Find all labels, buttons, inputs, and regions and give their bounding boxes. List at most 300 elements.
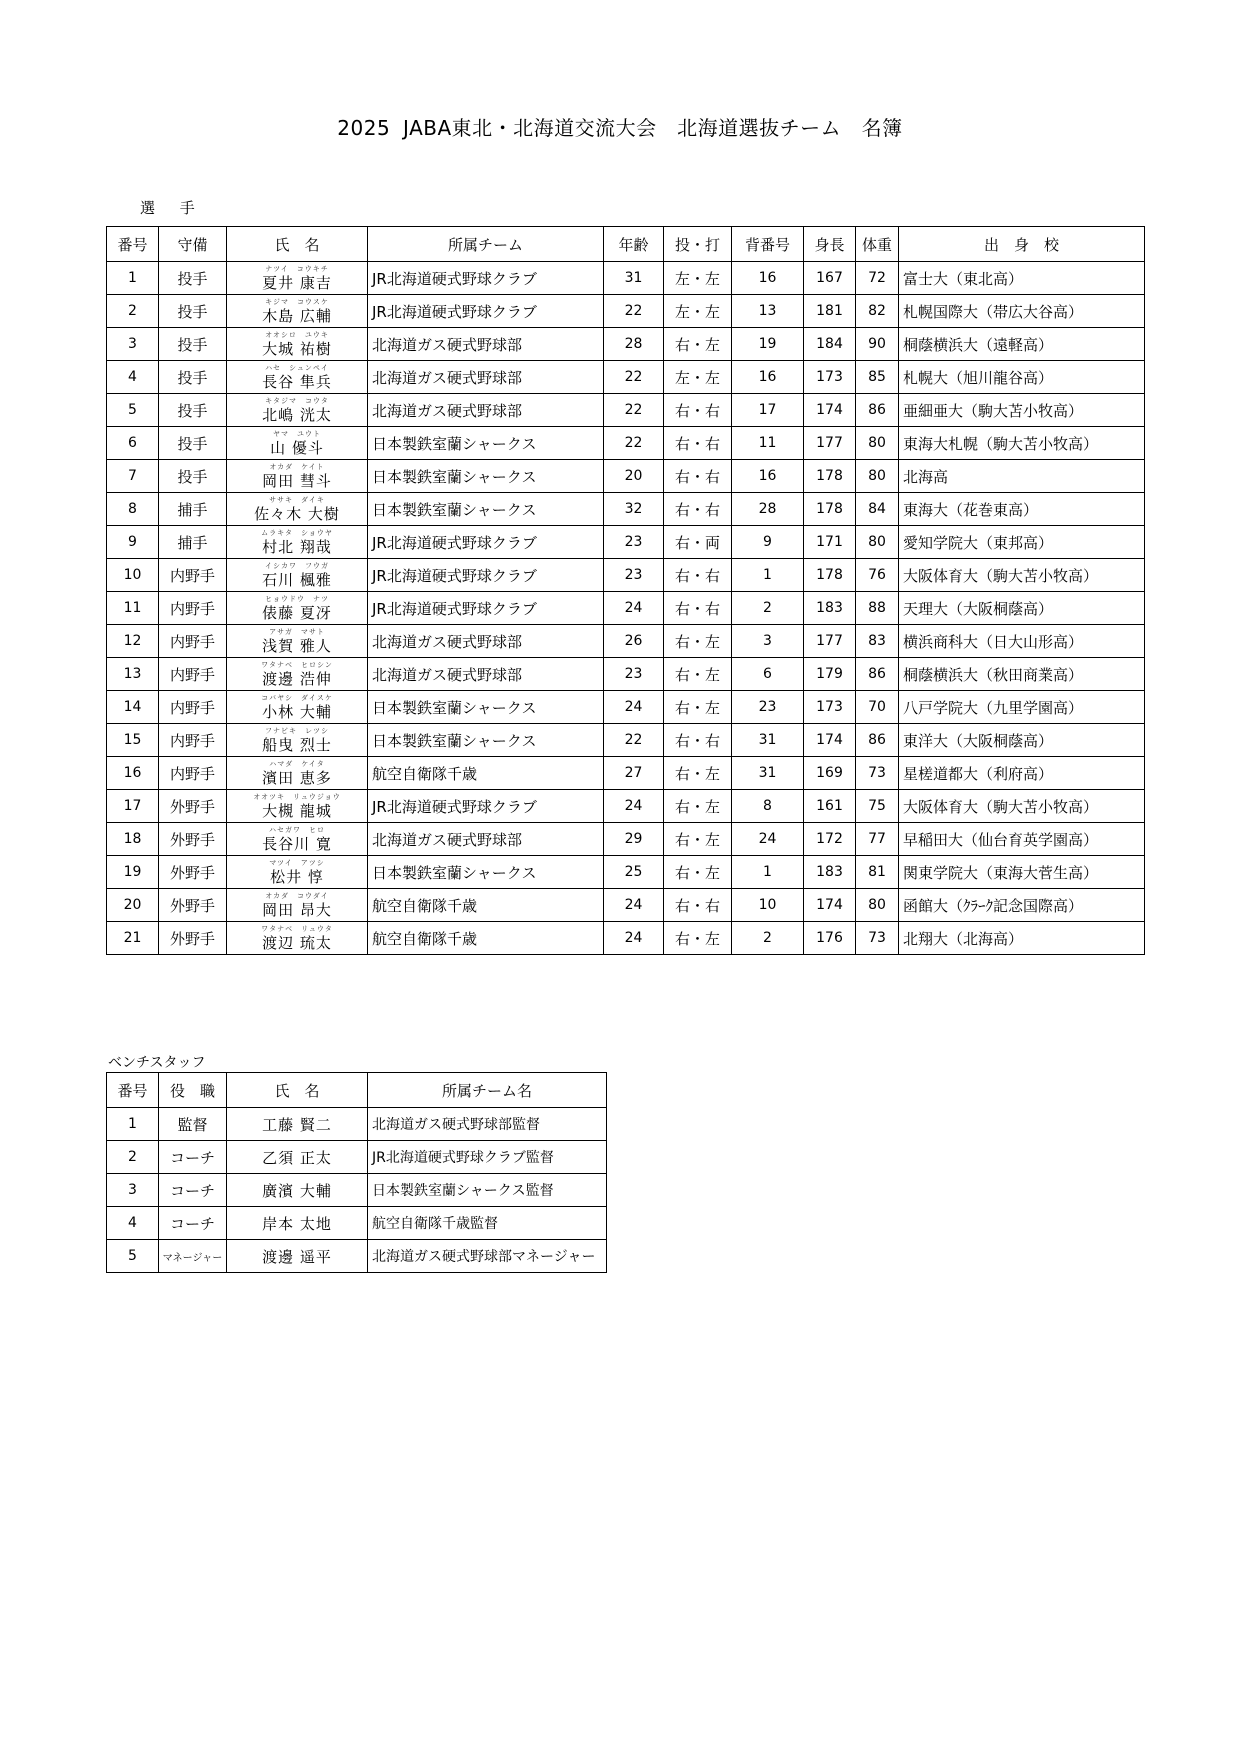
player-team: 日本製鉄室蘭シャークス [368, 460, 604, 493]
table-row [107, 1207, 607, 1240]
player-throw-bat: 右・左 [664, 922, 732, 955]
player-number: 1 [107, 262, 159, 295]
table-row [107, 559, 1145, 592]
player-name-wrap [269, 859, 324, 885]
player-age: 23 [604, 658, 664, 691]
player-name-wrap [262, 463, 332, 489]
table-row [107, 460, 1145, 493]
player-height: 172 [804, 823, 856, 856]
player-name-kana: イシカワ フウガ [265, 561, 329, 570]
player-number: 12 [107, 625, 159, 658]
player-name-wrap [253, 793, 340, 819]
players-table [106, 226, 1145, 955]
player-name-wrap [262, 892, 332, 918]
player-school: 天理大（大阪桐蔭高） [899, 592, 1145, 625]
header-cell: 番号 [107, 1073, 159, 1108]
player-age: 24 [604, 889, 664, 922]
player-name-wrap [262, 760, 332, 786]
player-position: 内野手 [159, 691, 227, 724]
player-name-kana: ヤマ ユウト [273, 429, 321, 438]
player-weight: 76 [856, 559, 899, 592]
table-row [107, 625, 1145, 658]
table-row [107, 724, 1145, 757]
player-weight: 83 [856, 625, 899, 658]
player-team: JR北海道硬式野球クラブ [368, 295, 604, 328]
staff-team: 日本製鉄室蘭シャークス監督 [368, 1174, 607, 1207]
player-name: 山 優斗 [270, 438, 324, 457]
player-name-wrap [262, 595, 332, 621]
player-name-wrap [261, 925, 333, 951]
player-weight: 84 [856, 493, 899, 526]
player-team: 航空自衛隊千歳 [368, 889, 604, 922]
player-position: 投手 [159, 328, 227, 361]
player-throw-bat: 右・左 [664, 658, 732, 691]
player-height: 174 [804, 394, 856, 427]
player-name-cell [227, 658, 368, 691]
player-school: 東洋大（大阪桐蔭高） [899, 724, 1145, 757]
player-throw-bat: 右・右 [664, 394, 732, 427]
staff-number: 3 [107, 1174, 159, 1207]
player-name-cell [227, 922, 368, 955]
table-row [107, 1240, 607, 1273]
player-position: 内野手 [159, 757, 227, 790]
player-age: 24 [604, 592, 664, 625]
player-throw-bat: 右・右 [664, 559, 732, 592]
player-name-kana: オカダ コウダイ [265, 891, 329, 900]
player-height: 183 [804, 592, 856, 625]
staff-role: マネージャー [159, 1240, 227, 1273]
staff-header-row [107, 1073, 607, 1108]
player-age: 29 [604, 823, 664, 856]
player-position: 投手 [159, 427, 227, 460]
player-age: 25 [604, 856, 664, 889]
player-name-cell [227, 823, 368, 856]
player-name-kana: オオツキ リュウジョウ [253, 792, 341, 801]
player-age: 24 [604, 790, 664, 823]
player-throw-bat: 右・左 [664, 691, 732, 724]
player-uniform-number: 19 [732, 328, 804, 361]
player-name: 松井 惇 [270, 867, 324, 886]
player-name: 船曳 烈士 [262, 735, 332, 754]
staff-name: 岸本 太地 [227, 1207, 368, 1240]
player-number: 10 [107, 559, 159, 592]
player-school: 桐蔭横浜大（秋田商業高） [899, 658, 1145, 691]
player-name-kana: フナビキ レツシ [265, 726, 329, 735]
player-team: 日本製鉄室蘭シャークス [368, 724, 604, 757]
player-position: 外野手 [159, 889, 227, 922]
player-name: 渡邊 浩伸 [262, 669, 332, 688]
staff-name: 廣濱 大輔 [227, 1174, 368, 1207]
player-name-kana: ハセ シュンペイ [265, 363, 329, 372]
player-name-cell [227, 460, 368, 493]
staff-name: 工藤 賢二 [227, 1108, 368, 1141]
player-school: 横浜商科大（日大山形高） [899, 625, 1145, 658]
player-weight: 86 [856, 394, 899, 427]
player-name-kana: コバヤシ ダイスケ [261, 693, 333, 702]
player-throw-bat: 右・右 [664, 592, 732, 625]
player-name: 石川 楓雅 [262, 570, 332, 589]
player-uniform-number: 8 [732, 790, 804, 823]
player-height: 179 [804, 658, 856, 691]
player-team: JR北海道硬式野球クラブ [368, 592, 604, 625]
player-name-kana: ムラキタ ショウヤ [261, 528, 333, 537]
player-name-wrap [261, 694, 333, 720]
player-weight: 88 [856, 592, 899, 625]
player-name: 長谷川 寛 [262, 834, 332, 853]
player-position: 外野手 [159, 823, 227, 856]
player-position: 投手 [159, 460, 227, 493]
player-number: 15 [107, 724, 159, 757]
player-school: 愛知学院大（東邦高） [899, 526, 1145, 559]
player-throw-bat: 右・左 [664, 823, 732, 856]
player-weight: 80 [856, 526, 899, 559]
player-height: 177 [804, 625, 856, 658]
player-position: 内野手 [159, 658, 227, 691]
header-cell: 所属チーム名 [368, 1073, 607, 1108]
staff-team: 航空自衛隊千歳監督 [368, 1207, 607, 1240]
player-name-wrap [261, 661, 333, 687]
player-position: 外野手 [159, 856, 227, 889]
player-school: 東海大（花巻東高） [899, 493, 1145, 526]
player-uniform-number: 1 [732, 559, 804, 592]
player-weight: 72 [856, 262, 899, 295]
player-age: 24 [604, 691, 664, 724]
player-uniform-number: 28 [732, 493, 804, 526]
player-uniform-number: 6 [732, 658, 804, 691]
player-uniform-number: 17 [732, 394, 804, 427]
player-position: 内野手 [159, 724, 227, 757]
player-age: 27 [604, 757, 664, 790]
player-name: 渡辺 琉太 [262, 933, 332, 952]
header-cell: 出 身 校 [899, 227, 1145, 262]
staff-name: 乙須 正太 [227, 1141, 368, 1174]
table-row [107, 1141, 607, 1174]
player-name: 大城 祐樹 [262, 339, 332, 358]
header-cell: 身長 [804, 227, 856, 262]
player-height: 174 [804, 724, 856, 757]
player-name-cell [227, 262, 368, 295]
player-name-cell [227, 790, 368, 823]
player-name-cell [227, 724, 368, 757]
header-cell: 守備 [159, 227, 227, 262]
player-weight: 82 [856, 295, 899, 328]
player-throw-bat: 右・左 [664, 625, 732, 658]
player-name: 北嶋 洸太 [262, 405, 332, 424]
player-position: 捕手 [159, 493, 227, 526]
player-number: 9 [107, 526, 159, 559]
player-team: 北海道ガス硬式野球部 [368, 361, 604, 394]
player-team: 日本製鉄室蘭シャークス [368, 691, 604, 724]
table-row [107, 493, 1145, 526]
player-name-kana: ササキ ダイキ [269, 495, 325, 504]
table-row [107, 262, 1145, 295]
table-row [107, 823, 1145, 856]
player-position: 投手 [159, 394, 227, 427]
header-cell: 所属チーム [368, 227, 604, 262]
player-uniform-number: 2 [732, 922, 804, 955]
player-height: 173 [804, 691, 856, 724]
table-row [107, 592, 1145, 625]
header-cell: 体重 [856, 227, 899, 262]
player-number: 18 [107, 823, 159, 856]
player-uniform-number: 3 [732, 625, 804, 658]
player-age: 22 [604, 295, 664, 328]
player-number: 13 [107, 658, 159, 691]
player-name-cell [227, 559, 368, 592]
player-uniform-number: 16 [732, 460, 804, 493]
player-weight: 86 [856, 724, 899, 757]
player-throw-bat: 右・右 [664, 889, 732, 922]
player-team: 日本製鉄室蘭シャークス [368, 427, 604, 460]
player-school: 桐蔭横浜大（遠軽高） [899, 328, 1145, 361]
player-number: 17 [107, 790, 159, 823]
player-name-cell [227, 394, 368, 427]
player-age: 26 [604, 625, 664, 658]
player-name: 木島 広輔 [262, 306, 332, 325]
table-row [107, 295, 1145, 328]
player-school: 函館大（ｸﾗｰｸ記念国際高） [899, 889, 1145, 922]
table-row [107, 658, 1145, 691]
player-throw-bat: 右・右 [664, 427, 732, 460]
player-name: 小林 大輔 [262, 702, 332, 721]
table-row [107, 790, 1145, 823]
player-school: 星槎道都大（利府高） [899, 757, 1145, 790]
player-team: 日本製鉄室蘭シャークス [368, 493, 604, 526]
player-name-cell [227, 691, 368, 724]
player-school: 八戸学院大（九里学園高） [899, 691, 1145, 724]
player-throw-bat: 右・左 [664, 328, 732, 361]
player-name-kana: ヒョウドウ ナツ [265, 594, 329, 603]
player-name: 岡田 彗斗 [262, 471, 332, 490]
player-position: 捕手 [159, 526, 227, 559]
header-cell: 氏 名 [227, 227, 368, 262]
player-position: 外野手 [159, 922, 227, 955]
player-name-cell [227, 889, 368, 922]
table-row [107, 691, 1145, 724]
player-name-wrap [262, 727, 332, 753]
player-uniform-number: 16 [732, 262, 804, 295]
player-age: 32 [604, 493, 664, 526]
player-height: 181 [804, 295, 856, 328]
player-name: 村北 翔哉 [262, 537, 332, 556]
player-age: 23 [604, 559, 664, 592]
player-throw-bat: 右・左 [664, 757, 732, 790]
player-team: 北海道ガス硬式野球部 [368, 394, 604, 427]
player-name-cell [227, 493, 368, 526]
player-name-kana: ワタナベ ヒロシン [261, 660, 333, 669]
staff-table [106, 1072, 607, 1273]
header-cell: 役 職 [159, 1073, 227, 1108]
player-name: 大槻 龍城 [262, 801, 332, 820]
players-header-row [107, 227, 1145, 262]
player-height: 169 [804, 757, 856, 790]
player-height: 173 [804, 361, 856, 394]
player-name: 浅賀 雅人 [262, 636, 332, 655]
player-name: 長谷 隼兵 [262, 372, 332, 391]
player-school: 亜細亜大（駒大苫小牧高） [899, 394, 1145, 427]
staff-role: コーチ [159, 1174, 227, 1207]
table-row [107, 526, 1145, 559]
player-name-wrap [262, 562, 332, 588]
player-team: 北海道ガス硬式野球部 [368, 658, 604, 691]
staff-team: JR北海道硬式野球クラブ監督 [368, 1141, 607, 1174]
player-name-wrap [262, 331, 332, 357]
player-uniform-number: 9 [732, 526, 804, 559]
player-weight: 77 [856, 823, 899, 856]
player-name-kana: オカダ ケイト [269, 462, 325, 471]
player-weight: 73 [856, 757, 899, 790]
player-name-wrap [262, 826, 332, 852]
table-row [107, 1174, 607, 1207]
player-name-wrap [262, 364, 332, 390]
player-uniform-number: 31 [732, 757, 804, 790]
player-number: 8 [107, 493, 159, 526]
player-height: 184 [804, 328, 856, 361]
player-weight: 80 [856, 889, 899, 922]
player-number: 6 [107, 427, 159, 460]
player-age: 23 [604, 526, 664, 559]
player-school: 関東学院大（東海大菅生高） [899, 856, 1145, 889]
staff-team: 北海道ガス硬式野球部監督 [368, 1108, 607, 1141]
player-weight: 80 [856, 460, 899, 493]
player-name-kana: ハセガワ ヒロ [269, 825, 325, 834]
staff-role: コーチ [159, 1207, 227, 1240]
player-uniform-number: 11 [732, 427, 804, 460]
player-name-wrap [262, 397, 332, 423]
player-age: 22 [604, 361, 664, 394]
player-number: 3 [107, 328, 159, 361]
player-weight: 85 [856, 361, 899, 394]
staff-name: 渡邊 遥平 [227, 1240, 368, 1273]
staff-number: 2 [107, 1141, 159, 1174]
header-cell: 年齢 [604, 227, 664, 262]
player-age: 22 [604, 427, 664, 460]
player-name: 岡田 昂大 [262, 900, 332, 919]
player-throw-bat: 右・右 [664, 493, 732, 526]
player-weight: 70 [856, 691, 899, 724]
player-uniform-number: 13 [732, 295, 804, 328]
player-name-wrap [254, 496, 340, 522]
player-uniform-number: 31 [732, 724, 804, 757]
player-name-kana: キタジマ コウタ [265, 396, 329, 405]
table-row [107, 427, 1145, 460]
player-school: 大阪体育大（駒大苫小牧高） [899, 559, 1145, 592]
player-number: 7 [107, 460, 159, 493]
player-name-cell [227, 625, 368, 658]
player-height: 161 [804, 790, 856, 823]
staff-number: 4 [107, 1207, 159, 1240]
staff-number: 1 [107, 1108, 159, 1141]
player-name-cell [227, 757, 368, 790]
player-weight: 75 [856, 790, 899, 823]
player-number: 11 [107, 592, 159, 625]
player-name-cell [227, 328, 368, 361]
player-name-wrap [262, 628, 332, 654]
player-name-kana: マツイ アツシ [269, 858, 325, 867]
player-school: 札幌大（旭川龍谷高） [899, 361, 1145, 394]
player-uniform-number: 16 [732, 361, 804, 394]
player-height: 178 [804, 460, 856, 493]
player-position: 投手 [159, 295, 227, 328]
player-throw-bat: 右・右 [664, 724, 732, 757]
player-name-wrap [270, 430, 324, 456]
player-name-kana: キジマ コウスケ [265, 297, 329, 306]
player-position: 投手 [159, 361, 227, 394]
player-weight: 73 [856, 922, 899, 955]
player-name-kana: オオシロ ユウキ [265, 330, 329, 339]
player-age: 20 [604, 460, 664, 493]
player-throw-bat: 右・両 [664, 526, 732, 559]
player-team: 航空自衛隊千歳 [368, 922, 604, 955]
staff-section-label: ベンチスタッフ [108, 1055, 206, 1071]
player-weight: 81 [856, 856, 899, 889]
player-school: 早稲田大（仙台育英学園高） [899, 823, 1145, 856]
player-name: 俵藤 夏冴 [262, 603, 332, 622]
table-row [107, 394, 1145, 427]
player-age: 22 [604, 724, 664, 757]
player-age: 22 [604, 394, 664, 427]
player-team: 北海道ガス硬式野球部 [368, 328, 604, 361]
player-uniform-number: 10 [732, 889, 804, 922]
player-throw-bat: 左・左 [664, 295, 732, 328]
player-height: 178 [804, 493, 856, 526]
table-row [107, 922, 1145, 955]
player-number: 16 [107, 757, 159, 790]
player-uniform-number: 23 [732, 691, 804, 724]
header-cell: 氏 名 [227, 1073, 368, 1108]
player-weight: 80 [856, 427, 899, 460]
player-number: 4 [107, 361, 159, 394]
player-number: 14 [107, 691, 159, 724]
player-uniform-number: 1 [732, 856, 804, 889]
player-name: 濱田 恵多 [262, 768, 332, 787]
player-name-cell [227, 856, 368, 889]
player-name-wrap [261, 529, 333, 555]
player-name-cell [227, 592, 368, 625]
player-throw-bat: 右・左 [664, 856, 732, 889]
player-height: 183 [804, 856, 856, 889]
player-name: 佐々木 大樹 [254, 504, 340, 523]
player-school: 大阪体育大（駒大苫小牧高） [899, 790, 1145, 823]
player-height: 178 [804, 559, 856, 592]
player-name-kana: ナツイ コウキチ [265, 264, 329, 273]
player-name-wrap [262, 265, 332, 291]
page-title: 2025 JABA東北・北海道交流大会 北海道選抜チーム 名簿 [337, 116, 903, 140]
player-school: 北翔大（北海高） [899, 922, 1145, 955]
player-throw-bat: 左・左 [664, 361, 732, 394]
player-name-kana: ワタナベ リュウタ [261, 924, 333, 933]
player-school: 東海大札幌（駒大苫小牧高） [899, 427, 1145, 460]
player-name-kana: ハマダ ケイタ [269, 759, 325, 768]
player-uniform-number: 24 [732, 823, 804, 856]
player-school: 札幌国際大（帯広大谷高） [899, 295, 1145, 328]
staff-role: 監督 [159, 1108, 227, 1141]
player-height: 171 [804, 526, 856, 559]
player-weight: 90 [856, 328, 899, 361]
player-team: JR北海道硬式野球クラブ [368, 262, 604, 295]
player-weight: 86 [856, 658, 899, 691]
player-number: 2 [107, 295, 159, 328]
player-number: 20 [107, 889, 159, 922]
table-row [107, 328, 1145, 361]
player-uniform-number: 2 [732, 592, 804, 625]
players-section-label: 選 手 [140, 199, 205, 217]
player-age: 24 [604, 922, 664, 955]
player-team: 北海道ガス硬式野球部 [368, 625, 604, 658]
player-team: JR北海道硬式野球クラブ [368, 790, 604, 823]
player-height: 167 [804, 262, 856, 295]
player-team: JR北海道硬式野球クラブ [368, 559, 604, 592]
